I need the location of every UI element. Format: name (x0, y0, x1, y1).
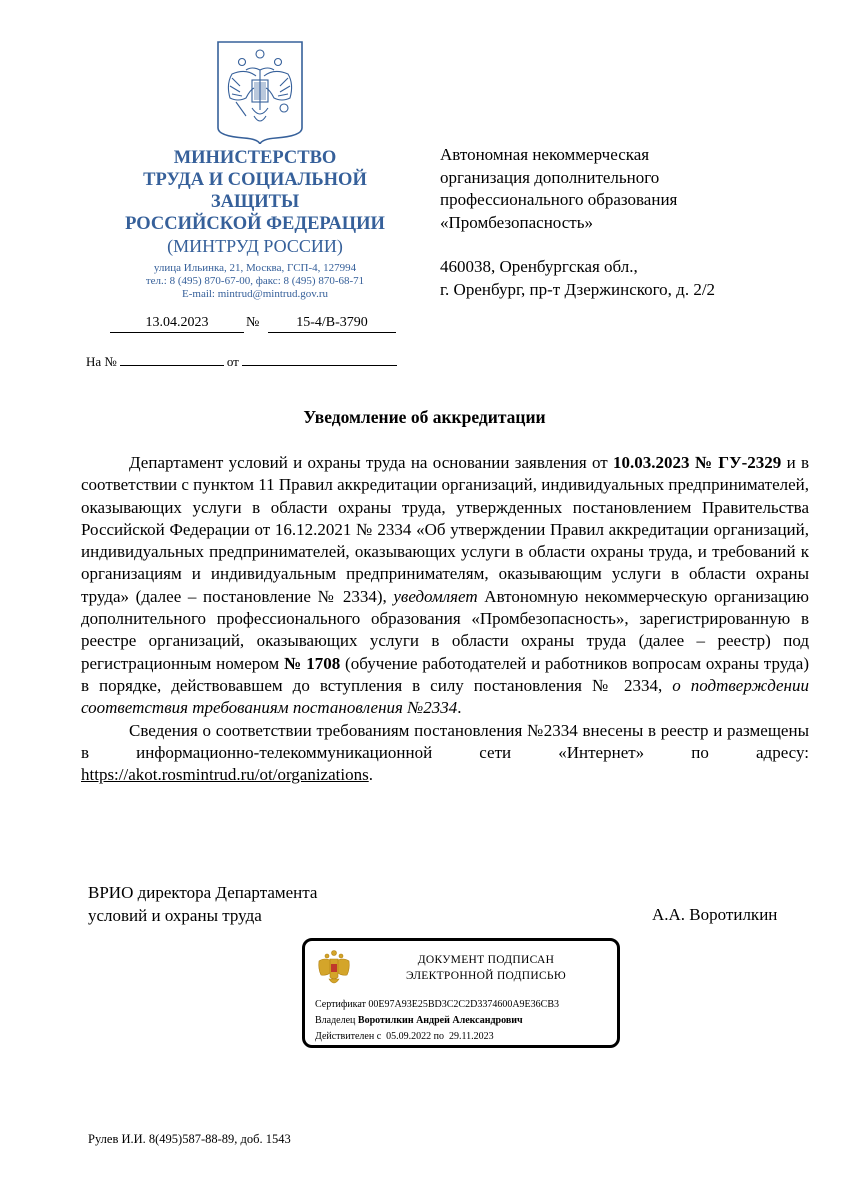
body-text: . (368, 765, 373, 785)
signatory-position-line: ВРИО директора Департамента (88, 883, 318, 902)
addressee-org-line: организация дополнительного (440, 167, 660, 187)
valid-from: 05.09.2022 (386, 1031, 432, 1042)
gold-coat-of-arms-icon (317, 949, 351, 987)
body-text: . (457, 698, 462, 718)
application-reference: 10.03.2023 № ГУ-2329 (613, 453, 782, 472)
document-body (81, 452, 809, 786)
esig-validity (315, 1029, 559, 1045)
body-emphasis: о подтверждении соответствия требованиям постановления №2334 (81, 675, 809, 718)
registry-link[interactable]: https://akot.rosmintrud.ru/ot/organizations (81, 765, 369, 785)
valid-to-label: по (433, 1031, 445, 1042)
ministry-name-line: ТРУДА И СОЦИАЛЬНОЙ (143, 170, 367, 190)
addressee-address-line: 460038, Оренбургская обл., (440, 257, 638, 276)
signatory-position-line: условий и охраны труда (88, 905, 262, 925)
body-text: Сведения о соответствии требованиям постановления №2334 внесены в реестр и размещены в информационно-телекоммуникационной сети «Интернет» по адресу: (81, 720, 809, 762)
registry-number: № 1708 (283, 653, 341, 673)
ministry-contacts (95, 262, 415, 301)
esig-details (315, 997, 559, 1045)
esig-header (361, 952, 611, 984)
russian-coat-of-arms-icon (216, 40, 304, 144)
ministry-short-name: (МИНТРУД РОССИИ) (167, 236, 343, 256)
body-paragraph-1 (81, 452, 809, 720)
ministry-name (95, 147, 415, 235)
esig-header-line: ЭЛЕКТРОННОЙ ПОДПИСЬЮ (406, 970, 566, 982)
ministry-email: E-mail: mintrud@mintrud.gov.ru (182, 288, 328, 300)
addressee-org-line: «Промбезопасность» (440, 212, 593, 232)
esig-header-line: ДОКУМЕНТ ПОДПИСАН (417, 954, 555, 966)
signatory-name: А.А. Воротилкин (652, 905, 778, 924)
addressee-org-line: Автономная некоммерческая (440, 145, 650, 164)
esig-owner (315, 1013, 559, 1029)
signatory-position (88, 882, 317, 927)
body-text: Департамент условий и охраны труда на основании заявления от (129, 453, 614, 472)
registration-date: 13.04.2023 (110, 314, 244, 333)
body-text: и в соответствии с пунктом 11 Правил аккредитации организаций, индивидуальных предпринимателей, оказывающих услуги в области охраны труда, утвержденных постановлением Правительства Российской Федерации от 16.12.2021 № 2334 «Об утверждении Правил аккредитации организаций, индивидуальных предпринимателей, оказывающих услуги в области охраны труда, и требований к организациям и индивидуальным предпринимателям, оказывающим услуги в области охраны труда» (далее – постановление № 2334), (81, 453, 810, 606)
certificate-label: Сертификат (315, 999, 366, 1010)
valid-label: Действителен с (315, 1031, 382, 1042)
addressee-org-line: профессионального образования (440, 190, 678, 209)
ministry-address: улица Ильинка, 21, Москва, ГСП-4, 127994 (153, 262, 357, 274)
reply-reference-line (86, 353, 416, 370)
owner-value: Воротилкин Андрей Александрович (357, 1015, 523, 1026)
certificate-value: 00E97A93E25BD3C2C2D3374600A9E36CB3 (368, 999, 559, 1010)
from-blank (242, 353, 397, 366)
electronic-signature-stamp (302, 938, 620, 1048)
registration-line (110, 314, 400, 334)
reply-to-label: На № (86, 354, 117, 369)
from-label: от (226, 354, 239, 369)
esig-certificate (315, 997, 559, 1013)
reply-to-blank (120, 353, 224, 366)
body-paragraph-2 (81, 720, 809, 787)
executor-contact: Рулев И.И. 8(495)587-88-89, доб. 1543 (88, 1132, 291, 1146)
body-emphasis: уведомляет (393, 586, 478, 606)
addressee-address-line: г. Оренбург, пр-т Дзержинского, д. 2/2 (440, 279, 716, 299)
number-label: № (246, 315, 260, 330)
body-text: (обучение работодателей и работников вопросам охраны труда) в порядке, действовавшем до вступления в силу постановления № 2334, (81, 653, 810, 695)
registration-number: 15-4/В-3790 (268, 314, 396, 333)
ministry-name-line: РОССИЙСКОЙ ФЕДЕРАЦИИ (125, 214, 385, 234)
ministry-name-line: МИНИСТЕРСТВО (173, 148, 337, 168)
document-title: Уведомление об аккредитации (303, 407, 546, 427)
valid-to: 29.11.2023 (449, 1031, 494, 1042)
ministry-name-line: ЗАЩИТЫ (210, 192, 300, 212)
owner-label: Владелец (315, 1015, 356, 1026)
body-text: Автономную некоммерческую организацию дополнительного профессионального образования «Промбезопасность», зарегистрированную в реестре организаций, оказывающих услуги в области охраны труда (далее – реестр) под регистрационным номером (81, 586, 809, 673)
addressee-block (440, 144, 800, 301)
ministry-phones: тел.: 8 (495) 870-67-00, факс: 8 (495) 870-68-71 (145, 275, 365, 287)
